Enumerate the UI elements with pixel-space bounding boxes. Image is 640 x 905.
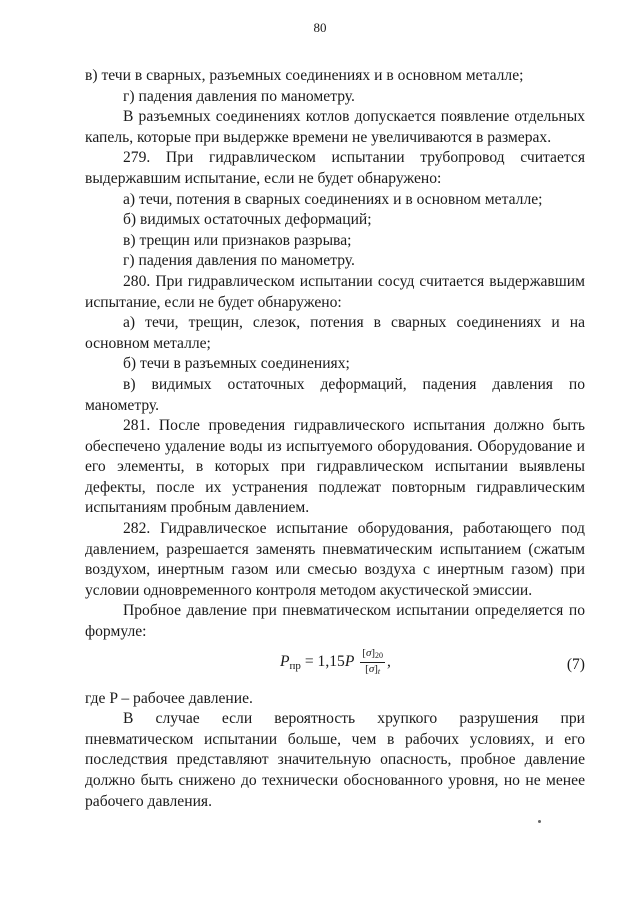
page-number: 80 xyxy=(313,20,327,35)
formula-numerator-symbol: σ xyxy=(365,646,372,659)
paragraph-279-d: г) падения давления по манометру. xyxy=(123,252,355,270)
formula-numerator-subscript: 20 xyxy=(375,650,384,660)
formula-lhs-subscript: пр xyxy=(289,659,301,672)
document-body xyxy=(85,66,585,812)
paragraph-brittle-fracture: В случае если вероятность хрупкого разрушения при пневматическом испытании больше, чем в рабочих условиях, и его последствия представляют значительную опасность, пробное давление должно быть снижено до технически обоснованного уровня, но не менее рабочего давления. xyxy=(85,710,585,810)
paragraph-279-c: в) трещин или признаков разрыва; xyxy=(123,231,352,249)
formula-trailing-comma: , xyxy=(387,652,391,670)
paragraph-280-b: б) течи в разъемных соединениях; xyxy=(123,355,350,373)
paragraph-leak-welded: в) течи в сварных, разъемных соединениях и в основном металле; xyxy=(85,67,524,84)
paragraph-280-a: а) течи, трещин, слезок, потения в сварных соединениях и на основном металле; xyxy=(85,314,585,352)
paragraph-280: 280. При гидравлическом испытании сосуд считается выдержавшим испытание, если не будет обнаружено: xyxy=(85,272,585,311)
formula-number: (7) xyxy=(566,655,585,673)
paragraph-280-c: в) видимых остаточных деформаций, падения давления по манометру. xyxy=(85,375,585,414)
paragraph-281: 281. После проведения гидравлического испытания должно быть обеспечено удаление воды из испытуемого оборудования. Оборудование и его элементы, в которых при гидравлическом испытании выявлены дефекты, после их устранения подлежат повторным гидравлическим испытаниям пробным давлением. xyxy=(85,417,585,517)
paragraph-boiler-drops: В разъемных соединениях котлов допускается появление отдельных капель, которые при выдержке времени не увеличиваются в размерах. xyxy=(85,108,585,146)
paragraph-279-b: б) видимых остаточных деформаций; xyxy=(123,211,372,229)
test-pressure-formula xyxy=(280,647,391,678)
paragraph-279-a: а) течи, потения в сварных соединениях и в основном металле; xyxy=(123,190,543,208)
formula-fraction xyxy=(360,647,385,678)
formula-denominator-subscript: t xyxy=(377,666,381,676)
formula-lhs-symbol: P xyxy=(280,652,290,670)
paragraph-279: 279. При гидравлическом испытании трубопровод считается выдержавшим испытание, если не будет обнаружено: xyxy=(85,149,585,187)
formula-rhs-symbol: P xyxy=(344,652,355,670)
formula-denominator-symbol: σ xyxy=(368,662,375,675)
paragraph-test-pressure-intro: Пробное давление при пневматическом испытании определяется по формуле: xyxy=(85,602,585,641)
paragraph-282: 282. Гидравлическое испытание оборудования, работающего под давлением, разрешается заменять пневматическим испытанием (сжатым воздухом, инертным газом или смесью воздуха с инертным газом) при условии одновременного контроля методом акустической эмиссии. xyxy=(85,520,585,599)
paragraph-pressure-drop: г) падения давления по манометру. xyxy=(123,87,355,105)
scan-speck xyxy=(538,820,541,823)
formula-note: где P – рабочее давление. xyxy=(85,689,253,707)
formula-denominator: $[\sigma]_t$ xyxy=(365,662,381,676)
formula-row xyxy=(85,643,585,689)
formula-equals: = xyxy=(304,652,314,670)
formula-numerator: $[\sigma]_{20}$ xyxy=(360,647,385,663)
formula-coefficient: 1,15 xyxy=(317,652,345,670)
